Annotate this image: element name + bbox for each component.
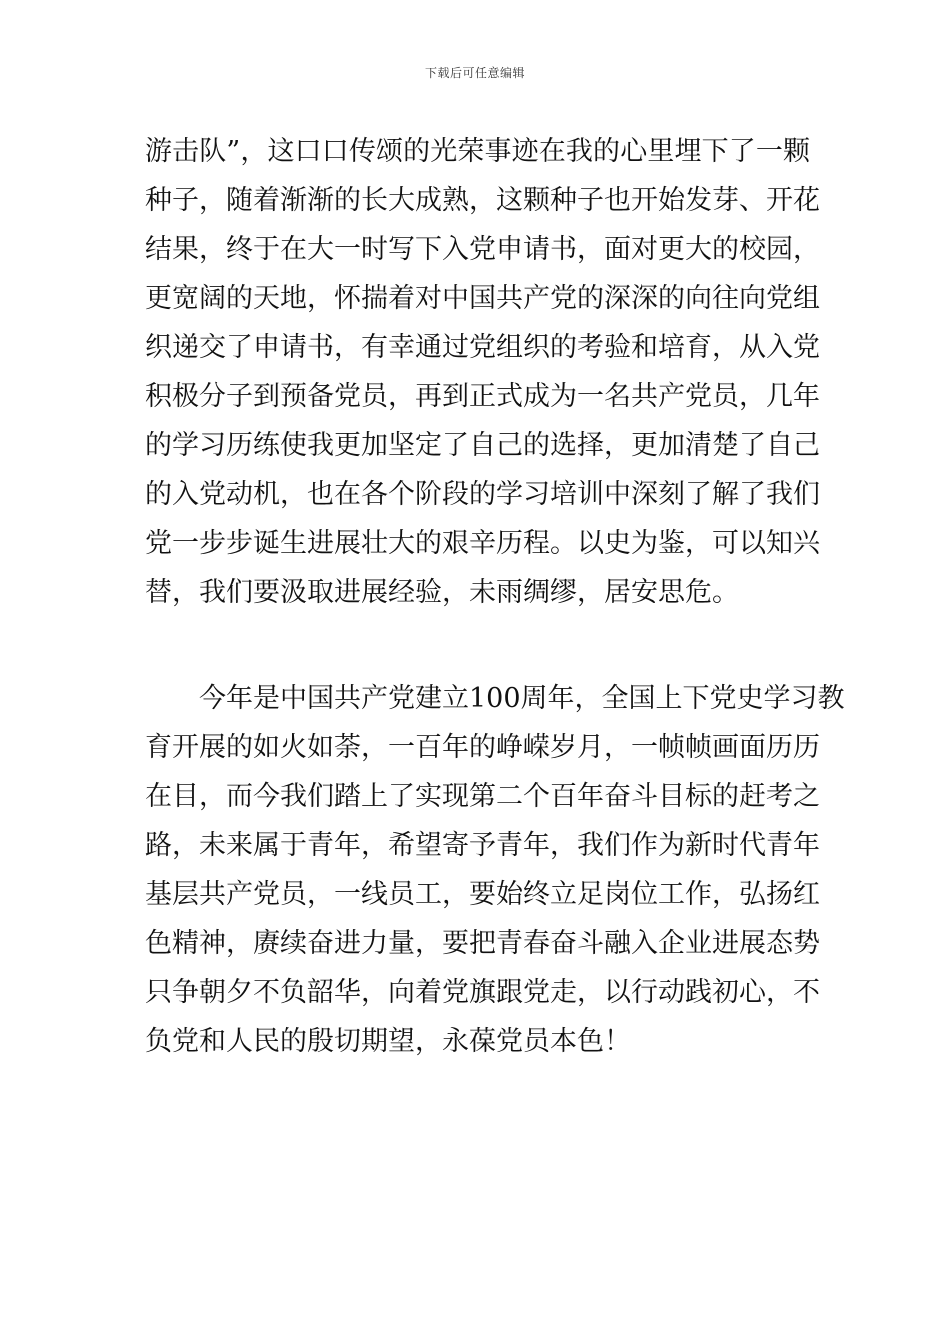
page-header: 下载后可任意编辑	[424, 66, 525, 80]
paragraph-line: 今年是中国共产党建立100周年，全国上下党史学习教	[199, 683, 845, 714]
paragraph-line: 只争朝夕不负韶华，向着党旗跟党走，以行动践初心，不	[145, 977, 820, 1008]
paragraph-1	[145, 127, 820, 617]
paragraph-2	[145, 674, 845, 1066]
paragraph-line: 织递交了申请书，有幸通过党组织的考验和培育，从入党	[145, 332, 820, 363]
paragraph-line: 替，我们要汲取进展经验，未雨绸缪，居安思危。	[145, 577, 739, 608]
paragraph-line: 负党和人民的殷切期望，永葆党员本色！	[145, 1026, 631, 1057]
paragraph-line: 路，未来属于青年，希望寄予青年，我们作为新时代青年	[145, 830, 820, 861]
paragraph-line: 党一步步诞生进展壮大的艰辛历程。以史为鉴，可以知兴	[145, 528, 820, 559]
paragraph-line: 结果，终于在大一时写下入党申请书，面对更大的校园，	[145, 234, 820, 265]
paragraph-line: 基层共产党员，一线员工，要始终立足岗位工作，弘扬红	[145, 879, 820, 910]
paragraph-line: 更宽阔的天地，怀揣着对中国共产党的深深的向往向党组	[145, 283, 820, 314]
paragraph-line: 的学习历练使我更加坚定了自己的选择，更加清楚了自己	[145, 430, 820, 461]
paragraph-line: 游击队”，这口口传颂的光荣事迹在我的心里埋下了一颗	[145, 136, 810, 167]
paragraph-line: 育开展的如火如荼，一百年的峥嵘岁月，一帧帧画面历历	[145, 732, 820, 763]
paragraph-line: 积极分子到预备党员，再到正式成为一名共产党员，几年	[145, 381, 820, 412]
paragraph-line: 在目，而今我们踏上了实现第二个百年奋斗目标的赶考之	[145, 781, 820, 812]
paragraph-line: 的入党动机，也在各个阶段的学习培训中深刻了解了我们	[145, 479, 820, 510]
paragraph-line: 色精神，赓续奋进力量，要把青春奋斗融入企业进展态势	[145, 928, 820, 959]
paragraph-line: 种子，随着渐渐的长大成熟，这颗种子也开始发芽、开花	[145, 185, 820, 216]
